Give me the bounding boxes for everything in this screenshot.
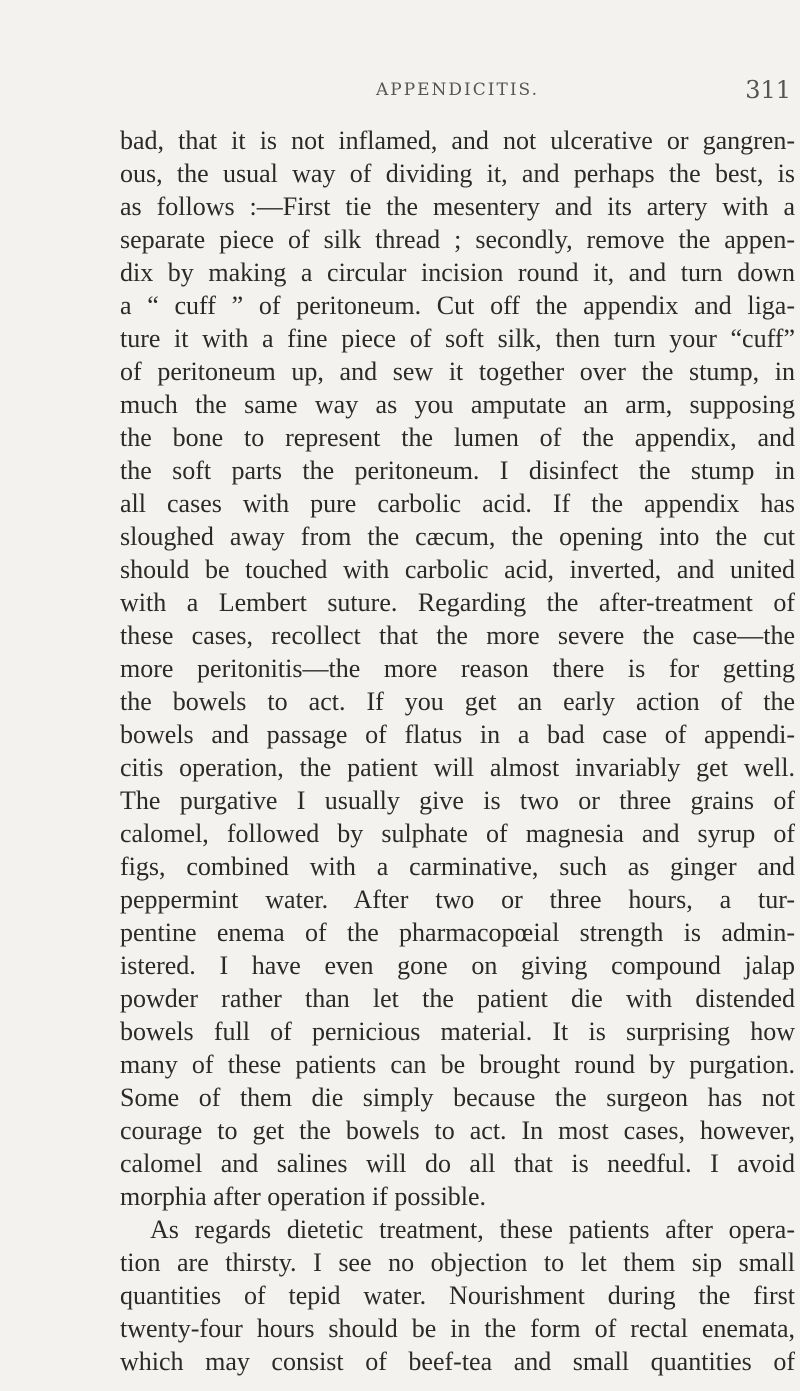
text-line: powder rather than let the patient die with distended [120, 984, 795, 1013]
text-line: separate piece of silk thread ; secondly, remove the appen- [120, 225, 795, 254]
text-line: calomel, followed by sulphate of magnesia and syrup of [120, 819, 795, 848]
text-line: with a Lembert suture. Regarding the after-treatment of [120, 588, 795, 617]
text-line: should be touched with carbolic acid, inverted, and united [120, 555, 795, 584]
text-line: figs, combined with a carminative, such as ginger and [120, 852, 795, 881]
text-line: bowels and passage of flatus in a bad case of appendi- [120, 720, 795, 749]
text-line: ous, the usual way of dividing it, and perhaps the best, is [120, 159, 795, 188]
text-line: more peritonitis—the more reason there is for getting [120, 654, 795, 683]
text-line: The purgative I usually give is two or three grains of [120, 786, 795, 815]
text-line: as follows :—First tie the mesentery and its artery with a [120, 192, 795, 221]
text-line: these cases, recollect that the more severe the case—the [120, 621, 795, 650]
running-title: APPENDICITIS. [375, 80, 539, 100]
text-line: courage to get the bowels to act. In most cases, however, [120, 1116, 795, 1145]
text-line: peppermint water. After two or three hours, a tur- [120, 885, 795, 914]
text-line: pentine enema of the pharmacopœial strength is admin- [120, 918, 795, 947]
text-line: the soft parts the peritoneum. I disinfect the stump in [120, 456, 795, 485]
text-line: all cases with pure carbolic acid. If the appendix has [120, 489, 795, 518]
text-line: dix by making a circular incision round it, and turn down [120, 258, 795, 287]
text-line: bad, that it is not inflamed, and not ulcerative or gangren- [120, 126, 795, 155]
text-line: twenty-four hours should be in the form of rectal enemata, [120, 1314, 795, 1343]
text-line: the bone to represent the lumen of the appendix, and [120, 423, 795, 452]
text-line: much the same way as you amputate an arm, supposing [120, 390, 795, 419]
running-head [120, 76, 795, 106]
text-line: Some of them die simply because the surgeon has not [120, 1083, 795, 1112]
text-line: citis operation, the patient will almost invariably get well. [120, 753, 795, 782]
text-line: many of these patients can be brought round by purgation. [120, 1050, 795, 1079]
text-line: which may consist of beef-tea and small quantities of [120, 1347, 795, 1376]
text-line: quantities of tepid water. Nourishment during the first [120, 1281, 795, 1310]
text-line: sloughed away from the cæcum, the opening into the cut [120, 522, 795, 551]
text-line: morphia after operation if possible. [120, 1182, 487, 1211]
text-line: As regards dietetic treatment, these patients after opera- [150, 1215, 795, 1244]
text-line: calomel and salines will do all that is needful. I avoid [120, 1149, 795, 1178]
page-number: 311 [745, 76, 791, 104]
text-line: the bowels to act. If you get an early action of the [120, 687, 795, 716]
text-line: istered. I have even gone on giving compound jalap [120, 951, 795, 980]
text-line: bowels full of pernicious material. It is surprising how [120, 1017, 795, 1046]
text-line: of peritoneum up, and sew it together over the stump, in [120, 357, 795, 386]
text-line: a “ cuff ” of peritoneum. Cut off the appendix and liga- [120, 291, 795, 320]
text-line: ture it with a fine piece of soft silk, then turn your “cuff” [120, 324, 795, 353]
text-line: tion are thirsty. I see no objection to let them sip small [120, 1248, 795, 1277]
